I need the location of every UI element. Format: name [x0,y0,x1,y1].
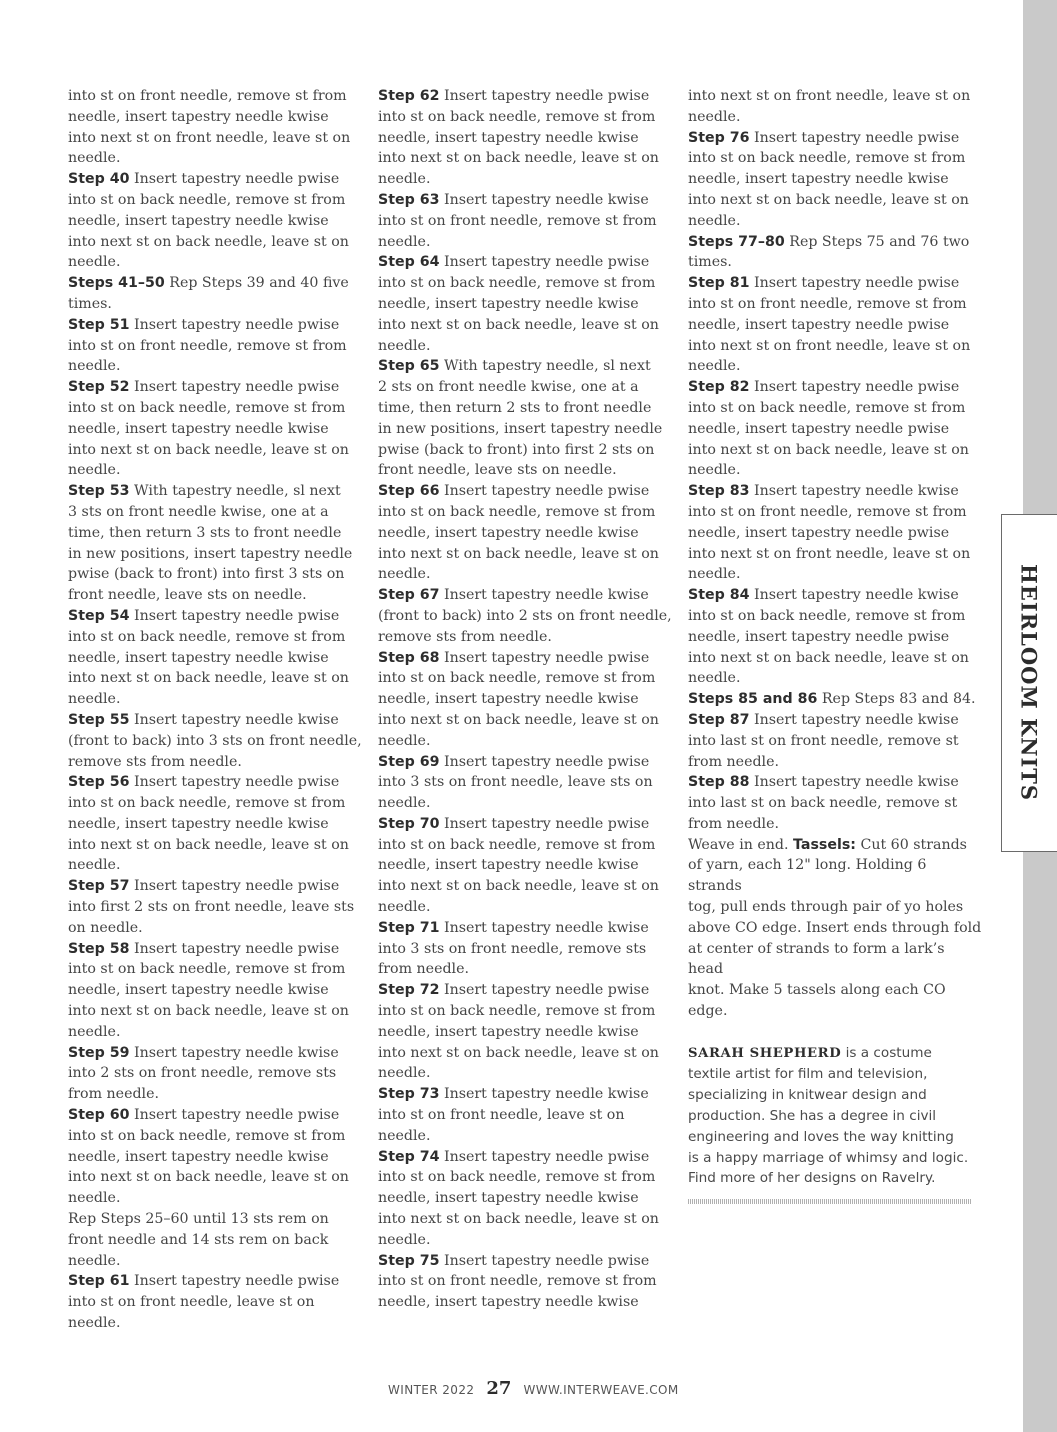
step-paragraph [68,273,364,315]
step-text: Insert tapestry needle kwise into st on front needle, remove st from needle, insert tapestry needle pwise into next st on front needle, leave st on needle. [688,483,971,583]
step-paragraph [688,585,984,689]
step-text: Insert tapestry needle kwise (front to back) into 2 sts on front needle, remove sts from needle. [378,587,672,645]
step-label: Step 76 [688,129,750,146]
step-label: Step 56 [68,774,130,791]
step-text: Insert tapestry needle pwise into st on back needle, remove st from needle, insert tapestry needle kwise into next st on back needle, leave st on needle. [378,1148,659,1248]
step-paragraph [68,315,364,377]
step-paragraph [68,876,364,938]
step-text: Rep Steps 25–60 until 13 sts rem on front needle and 14 sts rem on back needle. [68,1211,329,1269]
text-column-2 [378,86,674,1313]
step-label: Step 40 [68,171,130,188]
step-paragraph [68,710,364,772]
step-paragraph [688,710,984,772]
step-paragraph [68,606,364,710]
step-label: Step 82 [688,379,750,396]
page-number: 27 [486,1378,512,1399]
step-label: Step 67 [378,587,440,604]
step-paragraph [378,86,674,190]
step-paragraph [378,1147,674,1251]
step-text: Rep Steps 75 and 76 two times. [688,233,970,271]
step-label: Step 53 [68,483,130,500]
section-tab-label: HEIRLOOM KNITS [1016,564,1042,802]
step-text: Cut 60 strands of yarn, each 12" long. Holding 6 strands tog, pull ends through pair of yo holes above CO edge. Insert ends through fold at center of strands to form a lark’s head knot. Make 5 tassels along each CO edge. [688,836,982,1020]
step-paragraph [688,689,984,710]
step-paragraph [688,772,984,834]
step-paragraph [68,377,364,481]
step-text: Insert tapestry needle pwise into st on back needle, remove st from needle, insert tapestry needle kwise into next st on back needle, leave st on needle. [378,815,659,916]
step-label: Step 58 [68,940,130,957]
step-label: Step 74 [378,1148,440,1165]
step-paragraph [378,1251,674,1313]
step-label: Step 62 [378,88,440,104]
step-paragraph [378,918,674,980]
step-text: Insert tapestry needle pwise into st on front needle, leave st on needle. [68,1273,340,1332]
step-text: Insert tapestry needle kwise into st on front needle, leave st on needle. [378,1086,649,1144]
step-text: Insert tapestry needle pwise into st on back needle, remove st from needle, insert tapestry needle kwise into next st on back needle, leave st on needle. [68,607,349,708]
step-label: Step 63 [378,191,440,208]
step-label: Step 65 [378,358,440,375]
step-text: Rep Steps 83 and 84. [821,691,976,708]
step-text: Rep Steps 39 and 40 five times. [68,275,349,312]
step-text: With tapestry needle, sl next 3 sts on front needle kwise, one at a time, then return 3 sts to front needle in new positions, insert tapestry needle pwise (back to front) into first 3 sts on front needle, leave sts on needle. [68,483,353,604]
step-text: Insert tapestry needle pwise into first 2 sts on front needle, leave sts on needle. [68,878,355,936]
step-label: Step 87 [688,711,750,728]
step-text: With tapestry needle, sl next 2 sts on front needle kwise, one at a time, then return 2 sts to front needle in new positions, insert tapestry needle pwise (back to front) into first 2 sts on front needle, leave sts on needle. [378,358,663,479]
column-3-paragraphs [688,86,984,1022]
step-text: Insert tapestry needle kwise into last st on front needle, remove st from needle. [688,711,959,770]
step-text: Insert tapestry needle kwise into 2 sts on front needle, remove sts from needle. [68,1044,339,1103]
step-label: Steps 41–50 [68,275,165,292]
author-bio [688,1043,984,1190]
step-paragraph [688,128,984,232]
step-paragraph [378,814,674,918]
step-text: Insert tapestry needle pwise into st on front needle, remove st from needle. [68,316,347,375]
step-paragraph [688,273,984,377]
step-text: Insert tapestry needle pwise into st on back needle, remove st from needle, insert tapestry needle kwise into next st on back needle, leave st on needle. [68,940,349,1040]
step-label: Step 51 [68,316,130,333]
step-label: Step 84 [688,587,750,604]
step-text: Insert tapestry needle pwise into st on back needle, remove st from needle, insert tapestry needle kwise into next st on back needle, leave st on needle. [688,129,969,229]
step-text: Insert tapestry needle pwise into st on front needle, remove st from needle, insert tapestry needle kwise [378,1252,657,1311]
step-text: Insert tapestry needle pwise into st on front needle, remove st from needle, insert tapestry needle pwise into next st on front needle, leave st on needle. [688,275,971,375]
step-paragraph [68,1105,364,1209]
step-paragraph [68,86,364,169]
step-paragraph [378,980,674,1084]
step-text: Insert tapestry needle kwise into 3 sts on front needle, remove sts from needle. [378,919,649,978]
step-paragraph [688,481,984,585]
step-label: Step 71 [378,919,440,936]
step-text: Insert tapestry needle pwise into st on back needle, remove st from needle, insert tapestry needle kwise into next st on back needle, leave st on needle. [68,171,349,271]
step-text: Insert tapestry needle pwise into st on back needle, remove st from needle, insert tapestry needle kwise into next st on back needle, leave st on needle. [378,982,659,1082]
step-label: Step 83 [688,483,750,500]
step-paragraph [68,1209,364,1271]
step-paragraph [378,1084,674,1146]
step-paragraph [688,835,984,1022]
step-label: Step 70 [378,815,440,832]
step-paragraph [378,648,674,752]
step-text: Insert tapestry needle pwise into st on back needle, remove st from needle, insert tapestry needle pwise into next st on back needle, leave st on needle. [688,379,969,479]
footer-issue: WINTER 2022 [388,1383,475,1397]
step-text: Insert tapestry needle pwise into 3 sts on front needle, leave sts on needle. [378,753,653,812]
step-label: Step 72 [378,982,440,999]
step-text: Insert tapestry needle kwise into st on back needle, remove st from needle, insert tapestry needle pwise into next st on back needle, leave st on needle. [688,587,969,687]
step-label: Steps 77–80 [688,233,785,250]
step-label: Step 69 [378,753,440,770]
step-label: Step 55 [68,711,130,728]
step-paragraph [378,190,674,252]
step-text: Insert tapestry needle kwise into st on front needle, remove st from needle. [378,191,657,250]
step-label: Steps 85 and 86 [688,691,818,708]
step-paragraph [688,86,984,128]
step-paragraph [68,169,364,273]
step-paragraph [68,1271,364,1333]
step-paragraph [378,481,674,585]
step-text: Insert tapestry needle pwise into st on back needle, remove st from needle, insert tapestry needle kwise into next st on back needle, leave st on needle. [68,379,349,479]
author-bio-text: is a costume textile artist for film and television, specializing in knitwear design and production. She has a degree in civil engineering and loves the way knitting is a happy marriage of whimsy and logic. Find more of her designs on Ravelry. [688,1044,969,1187]
text-column-1 [68,86,364,1334]
step-text: Insert tapestry needle pwise into st on back needle, remove st from needle, insert tapestry needle kwise into next st on back needle, leave st on needle. [68,774,349,874]
step-label: Step 54 [68,607,130,624]
step-paragraph [378,252,674,356]
author-divider [688,1199,972,1204]
step-label: Step 68 [378,649,440,666]
step-text: Weave in end. [688,836,789,853]
step-paragraph [378,356,674,481]
step-label: Step 81 [688,275,750,292]
page-footer [388,1378,679,1399]
step-text: Insert tapestry needle kwise into last st on back needle, remove st from needle. [688,774,959,832]
step-paragraph [68,481,364,606]
step-paragraph [68,1043,364,1105]
step-text: Insert tapestry needle pwise into st on back needle, remove st from needle, insert tapestry needle kwise into next st on back needle, leave st on needle. [378,88,659,188]
step-label: Step 52 [68,379,130,396]
step-label: Tassels: [793,836,856,853]
step-text: into next st on front needle, leave st on needle. [688,88,971,125]
step-label: Step 64 [378,254,440,271]
step-text: into st on front needle, remove st from needle, insert tapestry needle kwise into next st on front needle, leave st on needle. [68,88,351,167]
step-text: Insert tapestry needle pwise into st on back needle, remove st from needle, insert tapestry needle kwise into next st on back needle, leave st on needle. [68,1107,349,1207]
step-text: Insert tapestry needle pwise into st on back needle, remove st from needle, insert tapestry needle kwise into next st on back needle, leave st on needle. [378,649,659,749]
step-label: Step 59 [68,1044,130,1061]
step-paragraph [688,232,984,274]
step-paragraph [68,939,364,1043]
step-paragraph [378,585,674,647]
step-label: Step 57 [68,878,130,895]
step-paragraph [378,752,674,814]
step-label: Step 88 [688,774,750,791]
step-text: Insert tapestry needle kwise (front to back) into 3 sts on front needle, remove sts from needle. [68,711,362,770]
step-text: Insert tapestry needle pwise into st on back needle, remove st from needle, insert tapestry needle kwise into next st on back needle, leave st on needle. [378,254,659,354]
step-paragraph [688,377,984,481]
step-label: Step 66 [378,483,440,500]
step-label: Step 61 [68,1273,130,1290]
text-column-3 [688,86,984,1204]
step-label: Step 73 [378,1086,440,1103]
step-label: Step 75 [378,1252,440,1269]
step-label: Step 60 [68,1107,130,1124]
author-name: SARAH SHEPHERD [688,1045,842,1061]
step-paragraph [68,772,364,876]
step-text: Insert tapestry needle pwise into st on back needle, remove st from needle, insert tapestry needle kwise into next st on back needle, leave st on needle. [378,483,659,583]
footer-website: WWW.INTERWEAVE.COM [523,1383,679,1397]
